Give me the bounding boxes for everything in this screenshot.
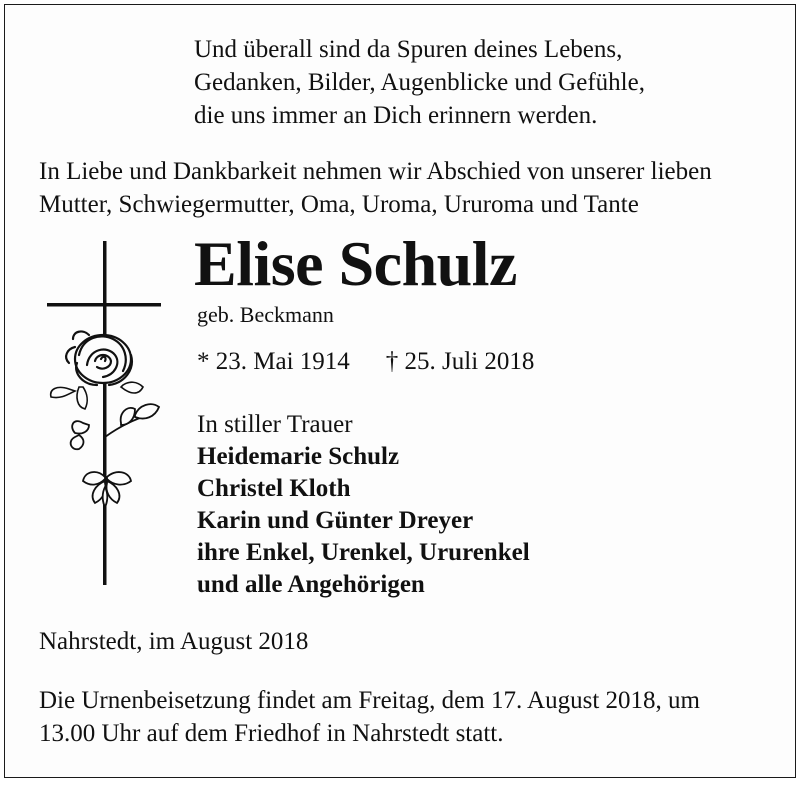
- memorial-poem: [194, 33, 645, 132]
- deceased-name: Elise Schulz: [194, 228, 517, 299]
- death-date: † 25. Juli 2018: [385, 348, 535, 375]
- birth-date: * 23. Mai 1914: [197, 348, 350, 375]
- burial-line: 13.00 Uhr auf dem Friedhof in Nahrstedt statt.: [39, 720, 504, 747]
- cross-icon: [39, 237, 169, 597]
- poem-line: die uns immer an Dich erinnern werden.: [194, 102, 598, 129]
- place-and-date: Nahrstedt, im August 2018: [39, 628, 309, 655]
- intro-line: In Liebe und Dankbarkeit nehmen wir Abschied von unserer lieben: [39, 158, 712, 185]
- intro-line: Mutter, Schwiegermutter, Oma, Uroma, Ururoma und Tante: [39, 191, 639, 218]
- rose-icon: [66, 332, 132, 385]
- farewell-intro: [39, 155, 712, 221]
- birth-name: geb. Beckmann: [197, 302, 334, 327]
- mourner-name: Heidemarie Schulz: [197, 443, 400, 470]
- mourner-name: und alle Angehörigen: [197, 571, 425, 598]
- obituary-notice: [4, 4, 796, 778]
- burial-line: Die Urnenbeisetzung findet am Freitag, dem 17. August 2018, um: [39, 687, 700, 714]
- poem-line: Gedanken, Bilder, Augenblicke und Gefühle,: [194, 69, 645, 96]
- burial-announcement: [39, 684, 700, 750]
- mourning-phrase: In stiller Trauer: [197, 411, 353, 438]
- mourner-name: ihre Enkel, Urenkel, Ururenkel: [197, 539, 530, 566]
- life-dates: [197, 345, 534, 378]
- poem-line: Und überall sind da Spuren deines Lebens,: [194, 36, 623, 63]
- mourners-block: [197, 409, 530, 601]
- mourner-name: Karin und Günter Dreyer: [197, 507, 474, 534]
- cross-with-rose-icon: [39, 237, 169, 602]
- mourner-name: Christel Kloth: [197, 475, 351, 502]
